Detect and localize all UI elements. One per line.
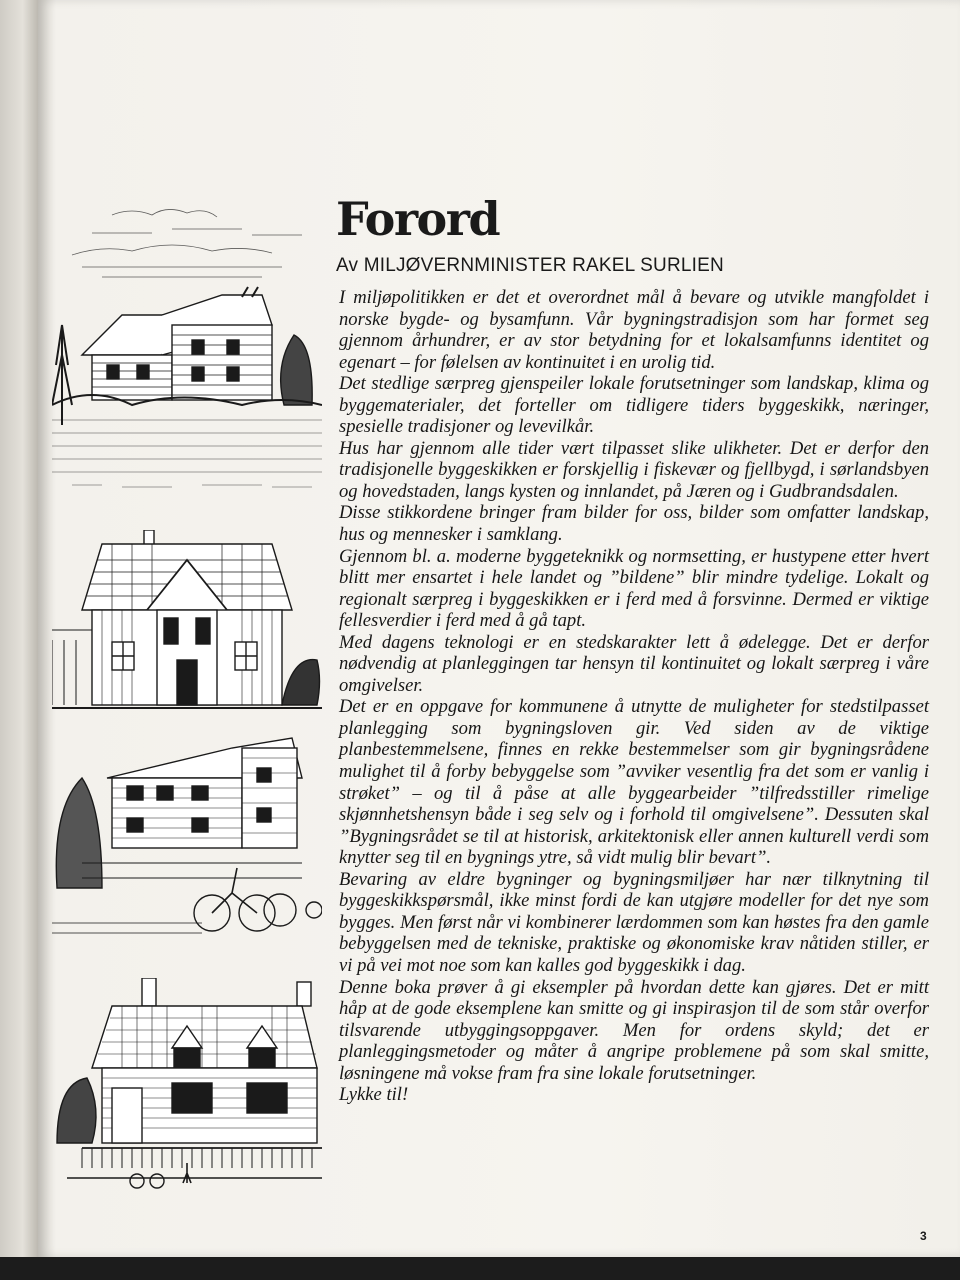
paragraph: Bevaring av eldre bygninger og bygningsmiljøer har nær tilknytning til byggeskikkspørsmål, ikke minst fordi de kan utgjøre modeller for det nye som bygges. Men først når vi kombinerer lærdommen som kan høstes fra den gamle bebyggelsen med de tekniske, praktiske og økonomiske krav nåtiden stiller, er vi på vei mot noe som kan kalles god byggeskikk i dag. <box>339 868 929 976</box>
book-spine <box>0 0 38 1280</box>
paragraph: I miljøpolitikken er det et overordnet mål å bevare og utvikle mangfoldet i norske bygde- og bysamfunn. Vår bygningstradisjon som har formet seg gjennom århundrer, er av stor betydning for et lokalsamfunns identitet og egenart – for følelsen av kontinuitet i en urolig tid. <box>339 287 929 373</box>
foreword-body <box>339 287 929 1106</box>
paragraph: Det er en oppgave for kommunene å utnytte de muligheter for stedstilpasset planlegging som bygningsloven gir. Ved siden av de viktige planbestemmelsene, finnes en rekke bestemmelser som gir bygningsrådene mulighet til å forby bebyggelse som ”avviker vesentlig fra det som er vanlig i strøket” – og til å påse at alle byggearbeider ”tilfredsstiller rimelige skjønnhetshensyn både i seg selv og i forhold til omgivelsene”. Dessuten skal ”Bygningsrådet se til at historisk, arkitektonisk eller annen kulturell verdi som knytter seg til en bygnings ytre, så vidt mulig blir bevart”. <box>339 696 929 869</box>
page-title: Forord <box>336 192 500 246</box>
page-bottom-edge <box>0 1257 960 1280</box>
byline: Av MILJØVERNMINISTER RAKEL SURLIEN <box>336 255 724 276</box>
page-number: 3 <box>920 1229 927 1243</box>
paragraph: Med dagens teknologi er en stedskarakter lett å ødelegge. Det er derfor nødvendig at planleggingen tar hensyn til kontinuitet og lokalt særpreg i våre omgivelser. <box>339 631 929 696</box>
paragraph: Gjennom bl. a. moderne byggeteknikk og normsetting, er hustypene etter hvert blitt mer ensartet i hele landet og ”bildene” blir mindre tydelige. Lokalt og regionalt særpreg i byggeskikken er i ferd med å forsvinne. Dermed er viktige fellesverdier i ferd med å gå tapt. <box>339 545 929 632</box>
illustration-farmhouse <box>52 205 322 505</box>
paragraph: Det stedlige særpreg gjenspeiler lokale forutsetninger som landskap, klima og byggematerialer, det forteller om tidligere tiders byggeskikk, næringer, spesielle tradisjoner og levevilkår. <box>339 373 929 438</box>
illustration-dormer-house <box>52 978 322 1193</box>
paragraph: Denne boka prøver å gi eksempler på hvordan dette kan gjøres. Det er mitt håp at de gode eksemplene kan smitte og gi inspirasjon til de som står overfor tilsvarende utbyggingsoppgaver. Men for ordens skyld; det er planleggingsmetoder og måter å angripe problemene på som skal smitte, løsningene må vokse fram fra sine lokale forutsetninger. <box>339 976 929 1084</box>
illustration-gable-house <box>52 530 322 715</box>
paragraph: Disse stikkordene bringer fram bilder for oss, bilder som omfatter landskap, hus og mennesker i samklang. <box>339 502 929 546</box>
illustration-house-cyclists <box>52 728 322 943</box>
paragraph: Hus har gjennom alle tider vært tilpasset slike ulikheter. Det er derfor den tradisjonelle byggeskikken er forskjellig i fiskevær og fjellbygd, i sørlandsbyen og hovedstaden, langs kysten og innlandet, på Jæren og i Gudbrandsdalen. <box>339 437 929 502</box>
paragraph: Lykke til! <box>339 1084 409 1106</box>
